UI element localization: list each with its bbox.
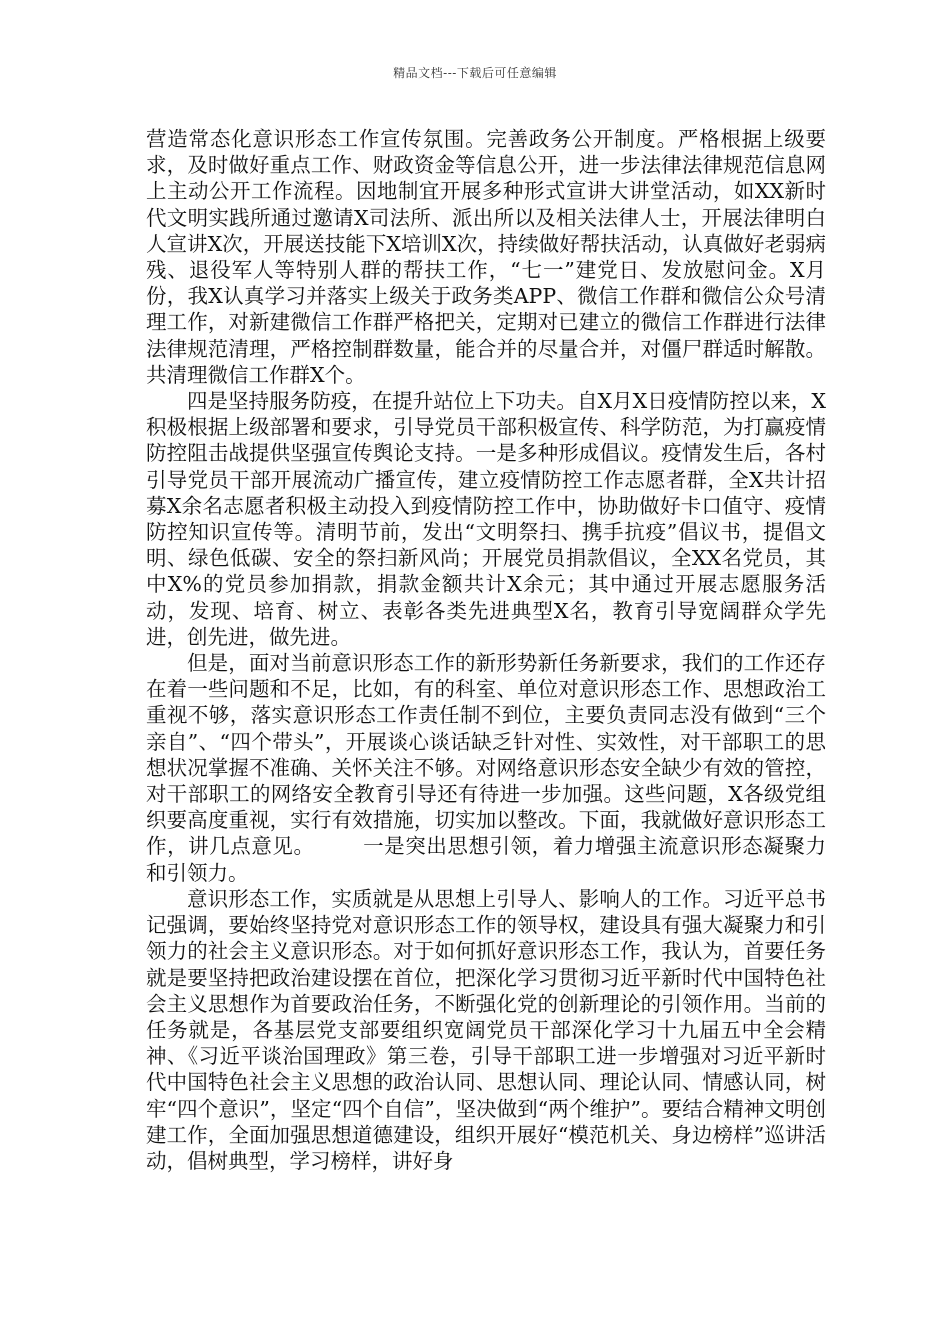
page-header: 精品文档---下载后可任意编辑	[393, 66, 557, 80]
paragraph-1: 营造常态化意识形态工作宣传氛围。完善政务公开制度。严格根据上级要求，及时做好重点工作、财政资金等信息公开，进一步法律法律规范信息网上主动公开工作流程。因地制宜开展多种形式宣讲大讲堂活动，如XX新时代文明实践所通过邀请X司法所、派出所以及相关法律人士，开展法律明白人宣讲X次，开展送技能下X培训X次，持续做好帮扶活动，认真做好老弱病残、退役军人等特别人群的帮扶工作，“七一”建党日、发放慰问金。X月份，我X认真学习并落实上级关于政务类APP、微信工作群和微信公众号清理工作，对新建微信工作群严格把关，定期对已建立的微信工作群进行法律法律规范清理，严格控制群数量，能合并的尽量合并，对僵尸群适时解散。共清理微信工作群X个。	[146, 127, 826, 387]
document-body	[146, 126, 826, 1174]
paragraph-3-heading: 一是突出思想引领，着力增强主流意识形态凝聚力和引领力。	[146, 834, 827, 885]
paragraph-3	[146, 650, 826, 886]
paragraph-4: 意识形态工作，实质就是从思想上引导人、影响人的工作。习近平总书记强调，要始终坚持党对意识形态工作的领导权，建设具有强大凝聚力和引领力的社会主义意识形态。对于如何抓好意识形态工作，我认为，首要任务就是要坚持把政治建设摆在首位，把深化学习贯彻习近平新时代中国特色社会主义思想作为首要政治任务，不断强化党的创新理论的引领作用。当前的任务就是，各基层党支部要组织宽阔党员干部深化学习十九届五中全会精神、《习近平谈治国理政》第三卷，引导干部职工进一步增强对习近平新时代中国特色社会主义思想的政治认同、思想认同、理论认同、情感认同，树牢“四个意识”，坚定“四个自信”，坚决做到“两个维护”。要结合精神文明创建工作，全面加强思想道德建设，组织开展好“模范机关、身边榜样”巡讲活动，倡树典型，学习榜样，讲好身	[146, 886, 826, 1173]
paragraph-3-main: 但是，面对当前意识形态工作的新形势新任务新要求，我们的工作还存在着一些问题和不足，比如，有的科室、单位对意识形态工作、思想政治工重视不够，落实意识形态工作责任制不到位，主要负责同志没有做到“三个亲自”、“四个带头”，开展谈心谈话缺乏针对性、实效性，对干部职工的思想状况掌握不准确、关怀关注不够。对网络意识形态安全缺少有效的管控，对干部职工的网络安全教育引导还有待进一步加强。这些问题，X各级党组织要高度重视，实行有效措施，切实加以整改。下面，我就做好意识形态工作，讲几点意见。	[146, 651, 826, 859]
paragraph-2: 四是坚持服务防疫，在提升站位上下功夫。自X月X日疫情防控以来，X积极根据上级部署和要求，引导党员干部积极宣传、科学防范，为打赢疫情防控阻击战提供坚强宣传舆论支持。一是多种形成倡议。疫情发生后，各村引导党员干部开展流动广播宣传，建立疫情防控工作志愿者群，全X共计招募X余名志愿者积极主动投入到疫情防控工作中，协助做好卡口值守、疫情防控知识宣传等。清明节前，发出“文明祭扫、携手抗疫”倡议书，提倡文明、绿色低碳、安全的祭扫新风尚；开展党员捐款倡议，全XX名党员，其中X%的党员参加捐款，捐款金额共计X余元；其中通过开展志愿服务活动，发现、培育、树立、表彰各类先进典型X名，教育引导宽阔群众学先进，创先进，做先进。	[146, 389, 826, 649]
